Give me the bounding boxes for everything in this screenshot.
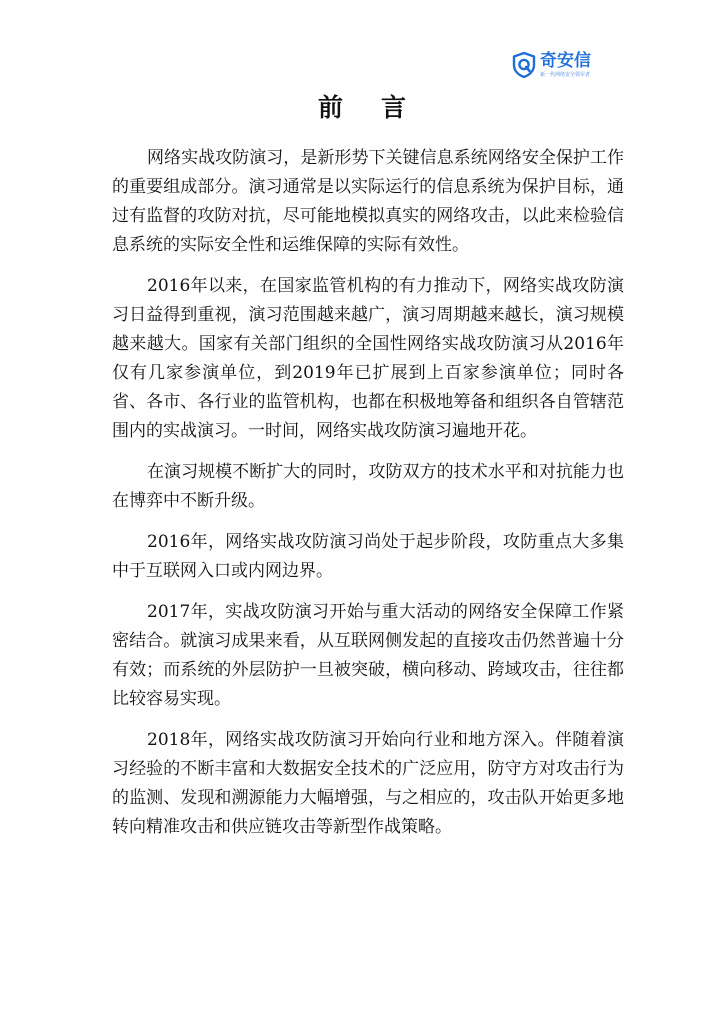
logo-name: 奇安信 xyxy=(540,50,591,71)
paragraph-1: 网络实战攻防演习，是新形势下关键信息系统网络安全保护工作的重要组成部分。演习通常是以实际运行的信息系统为保护目标，通过有监督的攻防对抗，尽可能地模拟真实的网络攻击，以此来检验信息系统的实际安全性和运维保障的实际有效性。 xyxy=(112,148,624,255)
paragraph-4: 2016年，网络实战攻防演习尚处于起步阶段，攻防重点大多集中于互联网入口或内网边界。 xyxy=(112,532,624,581)
paragraph-5: 2017年，实战攻防演习开始与重大活动的网络安全保障工作紧密结合。就演习成果来看，从互联网侧发起的直接攻击仍然普遍十分有效；而系统的外层防护一旦被突破，横向移动、跨域攻击，往往都比较容易实现。 xyxy=(112,602,624,709)
company-logo xyxy=(512,48,622,82)
logo-tagline: 新一代网络安全领军者 xyxy=(540,71,591,78)
paragraph-2: 2016年以来，在国家监管机构的有力推动下，网络实战攻防演习日益得到重视，演习范围越来越广，演习周期越来越长，演习规模越来越大。国家有关部门组织的全国性网络实战攻防演习从2016年仅有几家参演单位，到2019年已扩展到上百家参演单位；同时各省、各市、各行业的监管机构，也都在积极地筹备和组织各自管辖范围内的实战演习。一时间，网络实战攻防演习遍地开花。 xyxy=(112,276,624,441)
qianxin-shield-q-icon xyxy=(512,52,536,78)
paragraph-6: 2018年，网络实战攻防演习开始向行业和地方深入。伴随着演习经验的不断丰富和大数据安全技术的广泛应用，防守方对攻击行为的监测、发现和溯源能力大幅增强，与之相应的，攻击队开始更多地转向精准攻击和供应链攻击等新型作战策略。 xyxy=(112,730,624,837)
body-content xyxy=(112,144,624,854)
paragraph-3: 在演习规模不断扩大的同时，攻防双方的技术水平和对抗能力也在博弈中不断升级。 xyxy=(112,462,624,511)
logo-text-group xyxy=(540,50,591,78)
page-title: 前言 xyxy=(317,93,444,122)
